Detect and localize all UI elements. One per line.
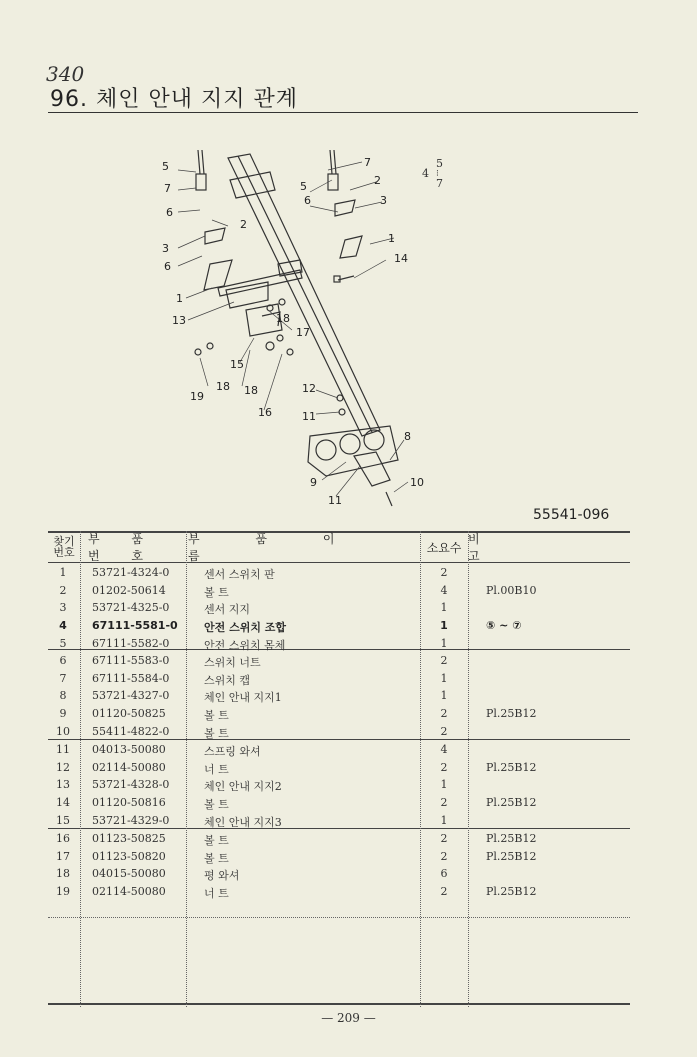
table-row bbox=[48, 865, 630, 883]
cell-no: 7 bbox=[59, 671, 67, 685]
cell-remark: Pl.25B12 bbox=[486, 760, 537, 774]
diagram-label: 18 bbox=[216, 380, 230, 393]
table-bottom-rule bbox=[48, 1003, 630, 1005]
cell-qty: 2 bbox=[440, 724, 448, 738]
diagram-label: 3 bbox=[162, 242, 169, 255]
cell-qty: 1 bbox=[440, 601, 448, 615]
header-remark: 비 고 bbox=[468, 532, 570, 563]
group-rule bbox=[48, 917, 630, 919]
cell-part: 01123-50825 bbox=[92, 832, 166, 845]
cell-no: 16 bbox=[56, 832, 70, 845]
cell-no: 4 bbox=[59, 619, 67, 633]
ref-label: 4 bbox=[422, 167, 429, 180]
cell-no: 2 bbox=[59, 583, 67, 597]
diagram-label: 12 bbox=[302, 382, 316, 395]
cell-qty: 1 bbox=[440, 778, 448, 792]
diagram-label: 14 bbox=[394, 252, 408, 265]
cell-name: 센서 스위치 판 bbox=[204, 568, 275, 581]
cell-name: 체인 안내 지지1 bbox=[204, 691, 282, 705]
cell-name: 안전 스위치 몸체 bbox=[204, 638, 286, 652]
cell-qty: 4 bbox=[440, 743, 448, 756]
cell-name: 볼 트 bbox=[204, 709, 229, 723]
cell-remark: ⑤ ~ ⑦ bbox=[486, 619, 522, 633]
table-row bbox=[48, 883, 630, 901]
header-no: 찾기 번호 bbox=[53, 535, 75, 559]
cell-name: 체인 안내 지지2 bbox=[204, 780, 282, 794]
diagram-label: 5 bbox=[162, 160, 169, 173]
diagram-label: 15 bbox=[230, 358, 244, 371]
cell-no: 15 bbox=[56, 813, 70, 827]
cell-part: 53721-4328-0 bbox=[92, 778, 170, 792]
diagram-label: 6 bbox=[164, 260, 171, 273]
cell-part: 67111-5584-0 bbox=[92, 671, 170, 685]
figure-number: 55541-096 bbox=[533, 507, 610, 523]
cell-qty: 1 bbox=[440, 689, 448, 703]
table-row bbox=[48, 794, 630, 812]
page-title: 96. 체인 안내 지지 관계 bbox=[50, 87, 298, 112]
table-row bbox=[48, 830, 630, 848]
cell-no: 3 bbox=[59, 601, 67, 615]
cell-part: 01120-50816 bbox=[92, 796, 166, 810]
table-row bbox=[48, 670, 630, 688]
cell-part: 53721-4324-0 bbox=[92, 566, 170, 579]
cell-remark: Pl.00B10 bbox=[486, 583, 537, 597]
diagram-label: 11 bbox=[328, 494, 342, 507]
cell-name: 스프링 와셔 bbox=[204, 745, 261, 758]
cell-name: 스위치 캡 bbox=[204, 673, 251, 687]
parts-diagram bbox=[150, 140, 470, 520]
cell-part: 67111-5582-0 bbox=[92, 636, 170, 650]
diagram-label: 8 bbox=[404, 430, 411, 443]
cell-name: 볼 트 bbox=[204, 834, 229, 847]
cell-qty: 1 bbox=[440, 636, 448, 650]
diagram-label: 2 bbox=[374, 174, 381, 187]
cell-no: 10 bbox=[56, 724, 70, 738]
cell-part: 04015-50080 bbox=[92, 867, 166, 881]
cell-part: 01202-50614 bbox=[92, 583, 166, 597]
diagram-label: 17 bbox=[296, 326, 310, 339]
cell-qty: 2 bbox=[440, 885, 448, 899]
cell-remark: Pl.25B12 bbox=[486, 832, 537, 845]
diagram-label: 18 bbox=[276, 312, 290, 325]
cell-qty: 1 bbox=[440, 671, 448, 685]
cell-part: 67111-5583-0 bbox=[92, 654, 170, 667]
cell-remark: Pl.25B12 bbox=[486, 849, 537, 863]
cell-qty: 2 bbox=[440, 707, 448, 721]
table-row bbox=[48, 776, 630, 794]
cell-remark: Pl.25B12 bbox=[486, 796, 537, 810]
cell-name: 스위치 너트 bbox=[204, 656, 261, 669]
diagram-label: 19 bbox=[190, 390, 204, 403]
header-qty: 소요수 bbox=[426, 540, 462, 555]
cell-qty: 1 bbox=[440, 813, 448, 827]
cell-part: 01123-50820 bbox=[92, 849, 166, 863]
cell-name: 센서 지지 bbox=[204, 603, 251, 617]
cell-qty: 1 bbox=[440, 619, 448, 633]
cell-qty: 2 bbox=[440, 849, 448, 863]
cell-name: 너 트 bbox=[204, 762, 229, 776]
parts-table bbox=[48, 531, 630, 1007]
cell-remark: Pl.25B12 bbox=[486, 885, 537, 899]
diagram-label: 16 bbox=[258, 406, 272, 419]
header-part-no: 부 품 번 호 bbox=[88, 532, 157, 563]
diagram-label: 3 bbox=[380, 194, 387, 207]
cell-qty: 2 bbox=[440, 832, 448, 845]
cell-remark: Pl.25B12 bbox=[486, 707, 537, 721]
cell-part: 53721-4327-0 bbox=[92, 689, 170, 703]
cell-name: 볼 트 bbox=[204, 726, 229, 740]
table-row bbox=[48, 705, 630, 723]
cell-name: 너 트 bbox=[204, 887, 229, 901]
diagram-label: 2 bbox=[240, 218, 247, 231]
page-number: — 209 — bbox=[321, 1011, 376, 1025]
ref-label: 7 bbox=[436, 177, 443, 190]
table-row bbox=[48, 848, 630, 866]
cell-qty: 2 bbox=[440, 566, 448, 579]
cell-no: 18 bbox=[56, 867, 70, 881]
table-row bbox=[48, 687, 630, 705]
cell-no: 6 bbox=[59, 654, 67, 667]
cell-part: 01120-50825 bbox=[92, 707, 166, 721]
diagram-label: 6 bbox=[166, 206, 173, 219]
cell-part: 02114-50080 bbox=[92, 760, 166, 774]
table-row bbox=[48, 759, 630, 777]
cell-no: 5 bbox=[59, 636, 67, 650]
cell-no: 13 bbox=[56, 778, 70, 792]
title-rule bbox=[48, 112, 638, 113]
diagram-label: 9 bbox=[310, 476, 317, 489]
diagram-label: 11 bbox=[302, 410, 316, 423]
diagram-label: 6 bbox=[304, 194, 311, 207]
table-row bbox=[48, 617, 630, 635]
cell-no: 9 bbox=[59, 707, 67, 721]
cell-name: 안전 스위치 조합 bbox=[204, 621, 287, 635]
cell-part: 53721-4325-0 bbox=[92, 601, 170, 615]
cell-part: 04013-50080 bbox=[92, 743, 166, 756]
cell-qty: 2 bbox=[440, 796, 448, 810]
cell-no: 14 bbox=[56, 796, 70, 810]
table-row bbox=[48, 582, 630, 600]
cell-no: 11 bbox=[56, 743, 70, 756]
diagram-label: 18 bbox=[244, 384, 258, 397]
cell-name: 볼 트 bbox=[204, 851, 229, 865]
cell-name: 볼 트 bbox=[204, 585, 229, 599]
diagram-label: 5 bbox=[300, 180, 307, 193]
diagram-label: 10 bbox=[410, 476, 424, 489]
cell-part: 67111-5581-0 bbox=[92, 619, 178, 633]
diagram-label: 7 bbox=[364, 156, 371, 169]
diagram-label: 1 bbox=[388, 232, 395, 245]
table-row bbox=[48, 564, 630, 582]
cell-qty: 4 bbox=[440, 583, 448, 597]
cell-name: 체인 안내 지지3 bbox=[204, 815, 282, 829]
cell-no: 17 bbox=[56, 849, 70, 863]
table-row bbox=[48, 812, 630, 830]
cell-qty: 6 bbox=[440, 867, 448, 881]
diagram-label: 7 bbox=[164, 182, 171, 195]
table-row bbox=[48, 723, 630, 741]
diagram-label: 13 bbox=[172, 314, 186, 327]
cell-part: 55411-4822-0 bbox=[92, 724, 170, 738]
handwritten-note: 340 bbox=[46, 62, 85, 86]
table-row bbox=[48, 652, 630, 670]
cell-name: 평 와셔 bbox=[204, 869, 240, 883]
cell-part: 53721-4329-0 bbox=[92, 813, 170, 827]
table-row bbox=[48, 635, 630, 653]
table-row bbox=[48, 599, 630, 617]
cell-qty: 2 bbox=[440, 654, 448, 667]
header-part-name: 부 품 이 름 bbox=[188, 532, 361, 563]
cell-no: 1 bbox=[59, 566, 67, 579]
cell-no: 8 bbox=[59, 689, 67, 703]
cell-no: 19 bbox=[56, 885, 70, 899]
cell-qty: 2 bbox=[440, 760, 448, 774]
cell-part: 02114-50080 bbox=[92, 885, 166, 899]
ref-label: 5 bbox=[436, 157, 443, 170]
cell-name: 볼 트 bbox=[204, 798, 229, 812]
diagram-label: 1 bbox=[176, 292, 183, 305]
cell-no: 12 bbox=[56, 760, 70, 774]
table-row bbox=[48, 741, 630, 759]
